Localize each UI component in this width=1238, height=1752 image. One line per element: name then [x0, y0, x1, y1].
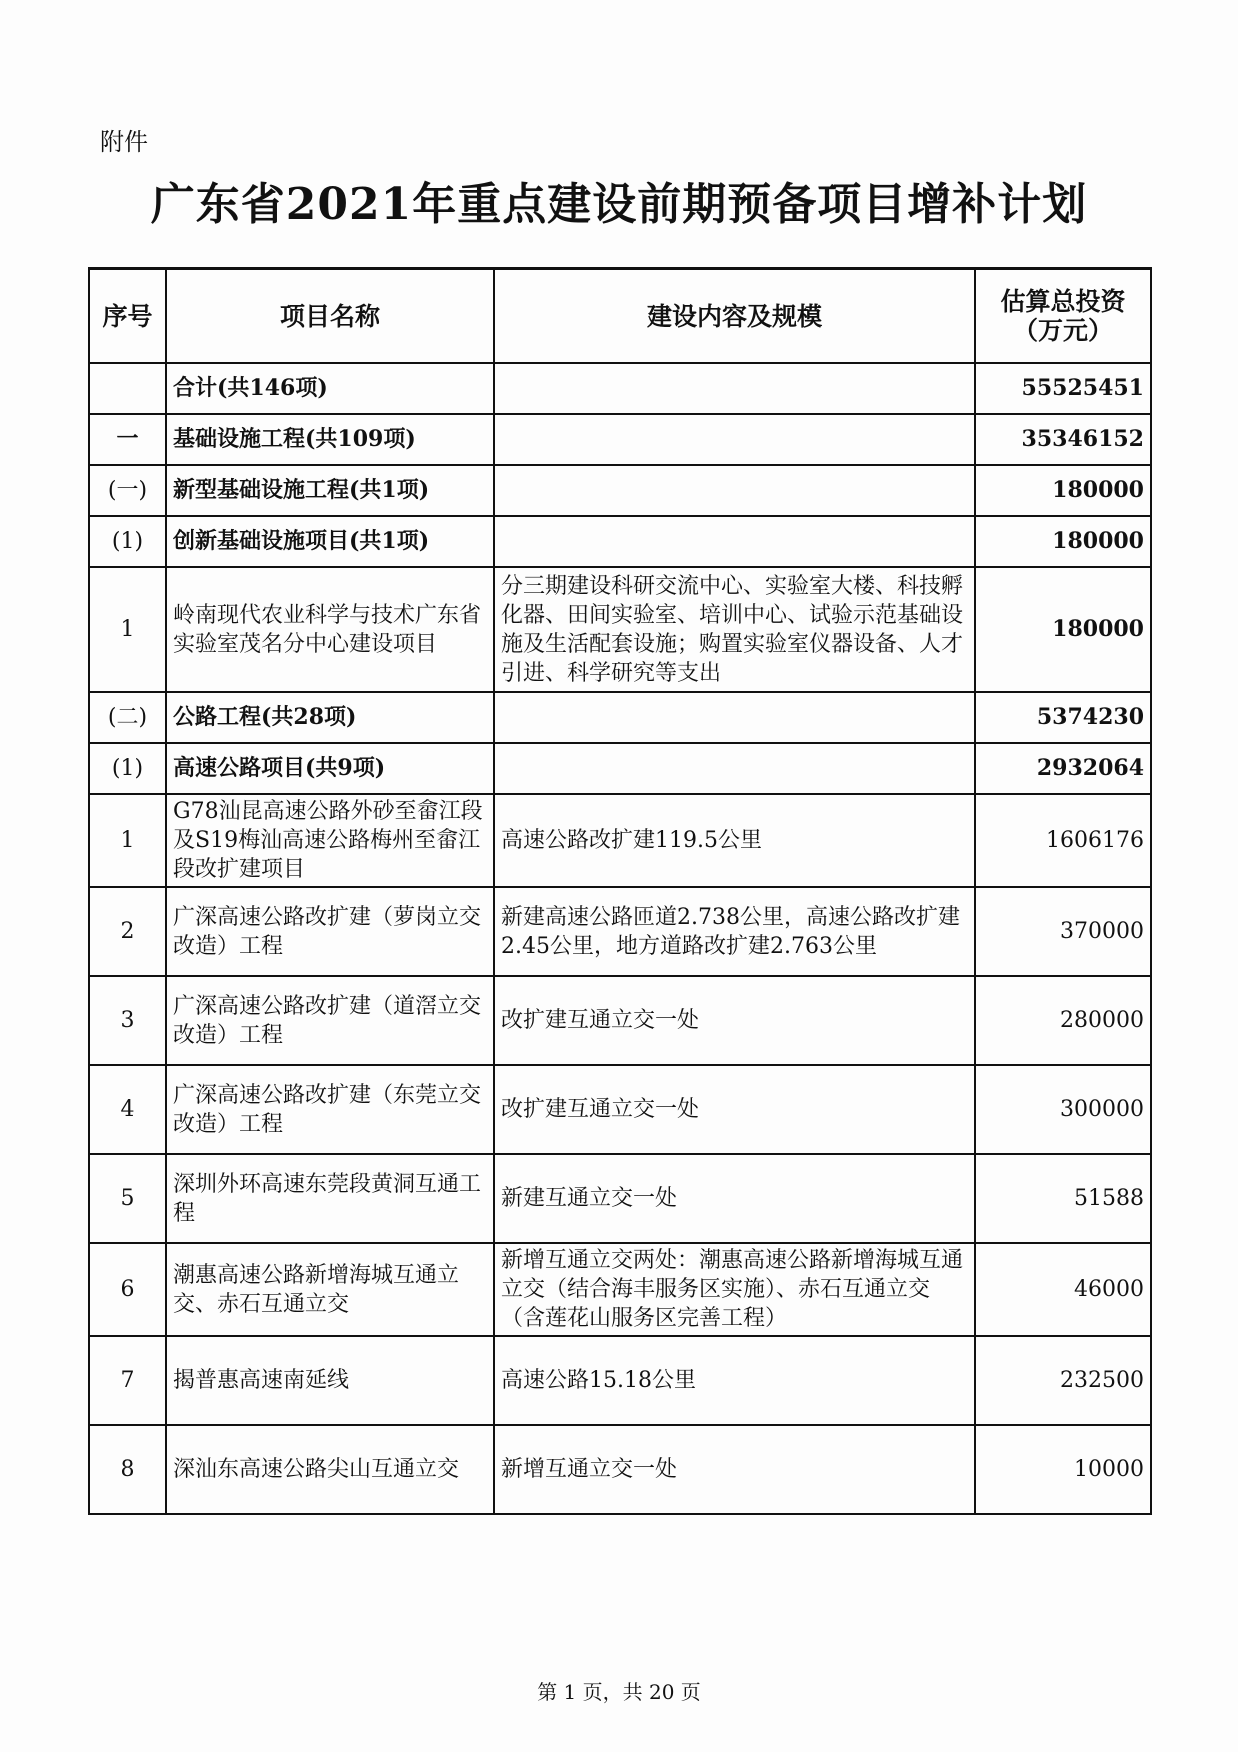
row-number: 3 [89, 976, 166, 1065]
investment-value: 2932064 [975, 743, 1151, 794]
project-name: G78汕昆高速公路外砂至畲江段及S19梅汕高速公路梅州至畲江段改扩建项目 [166, 794, 494, 887]
table-row [89, 567, 1151, 692]
row-number: 7 [89, 1336, 166, 1425]
table-row [89, 794, 1151, 887]
investment-value: 35346152 [975, 414, 1151, 465]
project-name: 广深高速公路改扩建（萝岗立交改造）工程 [166, 887, 494, 976]
row-number: 8 [89, 1425, 166, 1514]
project-name: 广深高速公路改扩建（道滘立交改造）工程 [166, 976, 494, 1065]
table-row [89, 465, 1151, 516]
project-name: 高速公路项目(共9项) [166, 743, 494, 794]
investment-value: 180000 [975, 516, 1151, 567]
project-content: 新增互通立交两处：潮惠高速公路新增海城互通立交（结合海丰服务区实施）、赤石互通立交（含莲花山服务区完善工程） [494, 1243, 975, 1336]
table-row [89, 414, 1151, 465]
project-content: 高速公路15.18公里 [494, 1336, 975, 1425]
page-number: 第 1 页，共 20 页 [537, 1680, 701, 1704]
investment-value: 55525451 [975, 363, 1151, 414]
investment-value: 232500 [975, 1336, 1151, 1425]
project-content [494, 465, 975, 516]
project-name: 潮惠高速公路新增海城互通立交、赤石互通立交 [166, 1243, 494, 1336]
project-content [494, 692, 975, 743]
project-table [88, 267, 1152, 1515]
row-number: 一 [89, 414, 166, 465]
project-name: 基础设施工程(共109项) [166, 414, 494, 465]
table-row [89, 887, 1151, 976]
page-title: 广东省2021年重点建设前期预备项目增补计划 [150, 179, 1088, 230]
investment-value: 46000 [975, 1243, 1151, 1336]
row-number: (一) [89, 465, 166, 516]
project-name: 创新基础设施项目(共1项) [166, 516, 494, 567]
investment-value: 370000 [975, 887, 1151, 976]
header-invest: 估算总投资（万元） [975, 269, 1151, 364]
project-name: 岭南现代农业科学与技术广东省实验室茂名分中心建设项目 [166, 567, 494, 692]
table-row [89, 976, 1151, 1065]
project-name: 公路工程(共28项) [166, 692, 494, 743]
row-number: 4 [89, 1065, 166, 1154]
table-row [89, 1243, 1151, 1336]
project-name: 深圳外环高速东莞段黄洞互通工程 [166, 1154, 494, 1243]
investment-value: 5374230 [975, 692, 1151, 743]
project-name: 新型基础设施工程(共1项) [166, 465, 494, 516]
attachment-label: 附件 [100, 128, 148, 156]
project-name: 广深高速公路改扩建（东莞立交改造）工程 [166, 1065, 494, 1154]
header-no: 序号 [89, 269, 166, 364]
table-row [89, 516, 1151, 567]
project-name: 揭普惠高速南延线 [166, 1336, 494, 1425]
header-content: 建设内容及规模 [494, 269, 975, 364]
investment-value: 10000 [975, 1425, 1151, 1514]
row-number: 6 [89, 1243, 166, 1336]
row-number: (二) [89, 692, 166, 743]
project-content: 新建高速公路匝道2.738公里，高速公路改扩建2.45公里，地方道路改扩建2.763公里 [494, 887, 975, 976]
table-row [89, 692, 1151, 743]
row-number: 1 [89, 567, 166, 692]
row-number [89, 363, 166, 414]
project-content: 改扩建互通立交一处 [494, 976, 975, 1065]
investment-value: 1606176 [975, 794, 1151, 887]
table-row [89, 743, 1151, 794]
project-content [494, 414, 975, 465]
investment-value: 51588 [975, 1154, 1151, 1243]
table-row [89, 363, 1151, 414]
project-content: 高速公路改扩建119.5公里 [494, 794, 975, 887]
row-number: 2 [89, 887, 166, 976]
project-content: 改扩建互通立交一处 [494, 1065, 975, 1154]
project-content: 分三期建设科研交流中心、实验室大楼、科技孵化器、田间实验室、培训中心、试验示范基础设施及生活配套设施；购置实验室仪器设备、人才引进、科学研究等支出 [494, 567, 975, 692]
project-content: 新增互通立交一处 [494, 1425, 975, 1514]
row-number: (1) [89, 743, 166, 794]
table-row [89, 1065, 1151, 1154]
investment-value: 280000 [975, 976, 1151, 1065]
investment-value: 180000 [975, 465, 1151, 516]
table-row [89, 1154, 1151, 1243]
project-content: 新建互通立交一处 [494, 1154, 975, 1243]
table-row [89, 1336, 1151, 1425]
table-row [89, 1425, 1151, 1514]
project-name: 合计(共146项) [166, 363, 494, 414]
row-number: 5 [89, 1154, 166, 1243]
investment-value: 180000 [975, 567, 1151, 692]
project-content [494, 743, 975, 794]
project-content [494, 363, 975, 414]
header-name: 项目名称 [166, 269, 494, 364]
row-number: (1) [89, 516, 166, 567]
row-number: 1 [89, 794, 166, 887]
project-content [494, 516, 975, 567]
investment-value: 300000 [975, 1065, 1151, 1154]
project-name: 深汕东高速公路尖山互通立交 [166, 1425, 494, 1514]
